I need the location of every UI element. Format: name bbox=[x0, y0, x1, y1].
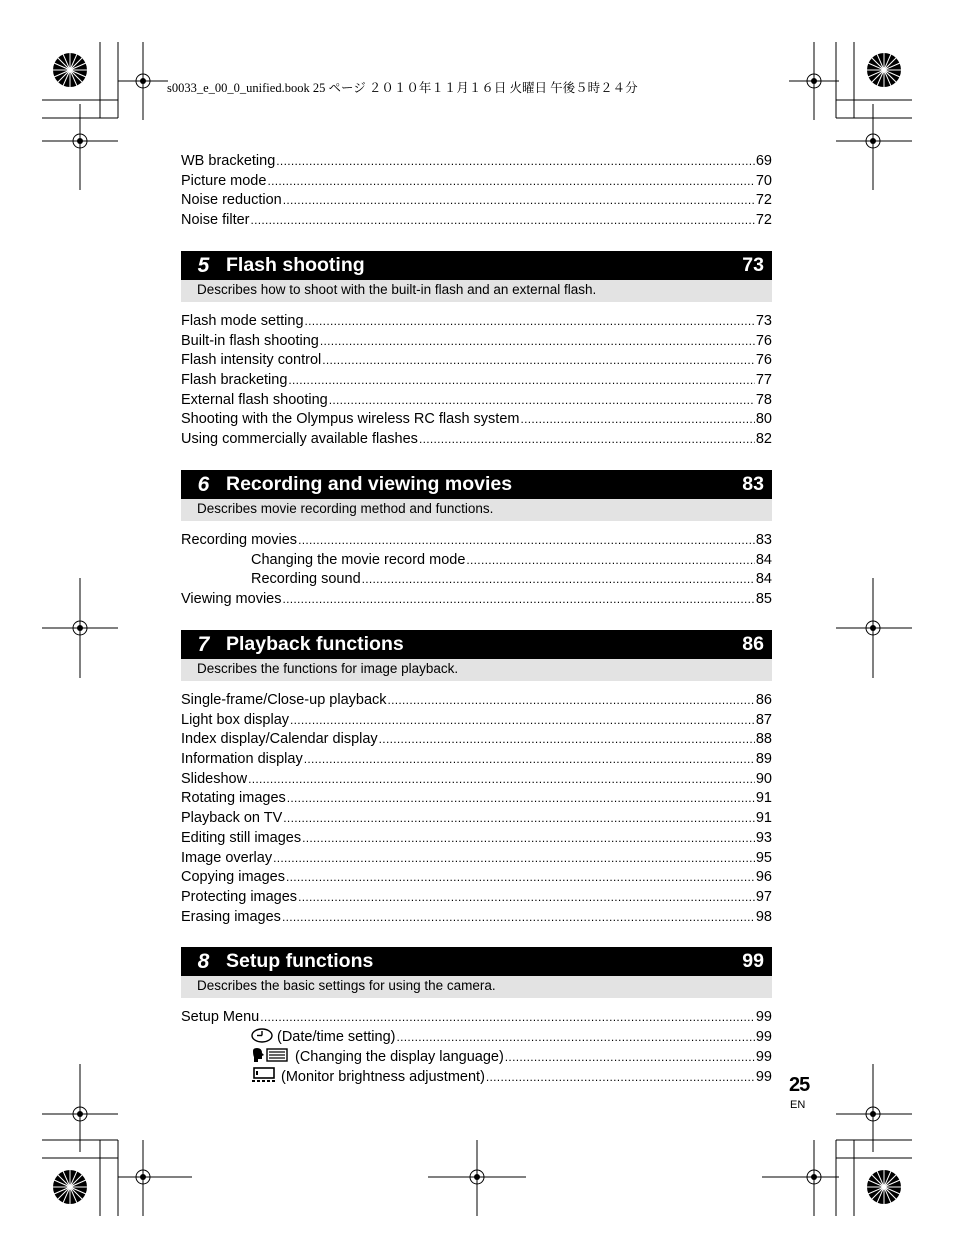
chapter-page: 86 bbox=[742, 633, 764, 655]
toc-entry-page: 69 bbox=[755, 153, 772, 169]
toc-entry-page: 84 bbox=[755, 571, 772, 588]
toc-list-top bbox=[181, 152, 772, 231]
toc-entry-page: 91 bbox=[755, 810, 772, 827]
toc-entry-label: (Monitor brightness adjustment) bbox=[281, 1069, 485, 1086]
toc-entry-page: 90 bbox=[755, 770, 772, 787]
chapter-page: 99 bbox=[742, 950, 764, 972]
toc-entry-label: Protecting images bbox=[181, 888, 298, 905]
toc-entry[interactable] bbox=[181, 770, 772, 790]
toc-entry-label: Noise reduction bbox=[181, 192, 282, 209]
page-number: 25 bbox=[789, 1074, 810, 1096]
toc-entry-page: 80 bbox=[755, 411, 772, 428]
chapter-description: Describes how to shoot with the built-in flash and an external flash. bbox=[181, 280, 772, 302]
chapter-number: 5 bbox=[197, 253, 210, 277]
chapter-number: 7 bbox=[197, 632, 210, 656]
toc-entry-label: Setup Menu bbox=[181, 1009, 260, 1025]
toc-entry-label: (Date/time setting) bbox=[277, 1028, 396, 1045]
toc-entry-label: Noise filter bbox=[181, 212, 250, 229]
toc-entry-page: 99 bbox=[755, 1049, 772, 1066]
toc-entry[interactable] bbox=[181, 711, 772, 731]
toc-entry[interactable] bbox=[181, 1008, 772, 1028]
toc-entry-label: WB bracketing bbox=[181, 153, 276, 169]
toc-entry-label: Single-frame/Close-up playback bbox=[181, 692, 387, 708]
toc-entry[interactable] bbox=[181, 570, 772, 590]
toc-entry[interactable] bbox=[181, 312, 772, 332]
toc-entry-page: 88 bbox=[755, 731, 772, 748]
toc-entry-label: External flash shooting bbox=[181, 391, 328, 408]
toc-entry[interactable] bbox=[181, 888, 772, 908]
chapter-header-6 bbox=[181, 470, 772, 521]
chapter-title[interactable]: Setup functions bbox=[226, 950, 374, 972]
toc-entry-label: Flash mode setting bbox=[181, 313, 304, 329]
toc-entry-label: Index display/Calendar display bbox=[181, 731, 378, 748]
toc-entry-label: Using commercially available flashes bbox=[181, 431, 418, 448]
toc-entry-page: 99 bbox=[755, 1069, 772, 1086]
toc-entry-page: 77 bbox=[755, 372, 772, 389]
chapter-header-5 bbox=[181, 251, 772, 302]
toc-entry-page: 86 bbox=[755, 692, 772, 708]
toc-entry-page: 85 bbox=[755, 591, 772, 608]
toc-entry-label: Slideshow bbox=[181, 770, 248, 787]
toc-entry-page: 97 bbox=[755, 888, 772, 905]
toc-entry-page: 83 bbox=[755, 532, 772, 548]
toc-entry-label: Copying images bbox=[181, 869, 285, 886]
toc-entry-page: 93 bbox=[755, 829, 772, 846]
chapter-description: Describes the basic settings for using the camera. bbox=[181, 976, 772, 998]
toc-entry[interactable] bbox=[181, 691, 772, 711]
toc-entry-page: 99 bbox=[755, 1028, 772, 1045]
toc-entry-label: Playback on TV bbox=[181, 810, 283, 827]
toc-entry-page: 91 bbox=[755, 790, 772, 807]
toc-entry[interactable] bbox=[181, 172, 772, 192]
toc-entry-label: Flash bracketing bbox=[181, 372, 288, 389]
chapter-title[interactable]: Playback functions bbox=[226, 633, 404, 655]
toc-entry[interactable] bbox=[181, 371, 772, 391]
toc-entry-label: Light box display bbox=[181, 711, 290, 728]
toc-entry[interactable] bbox=[181, 551, 772, 571]
toc-entry[interactable] bbox=[181, 829, 772, 849]
toc-entry-page: 73 bbox=[755, 313, 772, 329]
toc-entry[interactable] bbox=[181, 1047, 772, 1067]
language-code: EN bbox=[790, 1099, 806, 1111]
toc-entry[interactable] bbox=[181, 332, 772, 352]
toc-entry-page: 70 bbox=[755, 172, 772, 189]
chapter-page: 73 bbox=[742, 254, 764, 276]
toc-entry-page: 89 bbox=[755, 751, 772, 768]
toc-entry-label: Rotating images bbox=[181, 790, 286, 807]
toc-entry-page: 82 bbox=[755, 431, 772, 448]
chapter-description: Describes the functions for image playback. bbox=[181, 659, 772, 681]
toc-entry-label: Viewing movies bbox=[181, 591, 282, 608]
toc-entry-label: Flash intensity control bbox=[181, 352, 322, 369]
toc-entry-page: 72 bbox=[755, 192, 772, 209]
toc-entry[interactable] bbox=[181, 1028, 772, 1048]
chapter-page: 83 bbox=[742, 473, 764, 495]
toc-entry-label: Image overlay bbox=[181, 849, 273, 866]
toc-entry-page: 76 bbox=[755, 352, 772, 369]
toc-entry[interactable] bbox=[181, 908, 772, 928]
toc-entry[interactable] bbox=[181, 789, 772, 809]
toc-entry[interactable] bbox=[181, 868, 772, 888]
print-header-line: s0033_e_00_0_unified.book 25 ページ ２０１０年１１月１６日 火曜日 午後５時２４分 bbox=[167, 81, 638, 95]
toc-entry[interactable] bbox=[181, 1067, 772, 1087]
toc-list-chapter-8 bbox=[181, 1008, 772, 1087]
chapter-description: Describes movie recording method and functions. bbox=[181, 499, 772, 521]
chapter-title[interactable]: Flash shooting bbox=[226, 254, 365, 276]
clock-icon bbox=[251, 1028, 273, 1043]
toc-entry[interactable] bbox=[181, 430, 772, 450]
toc-entry-label: (Changing the display language) bbox=[295, 1049, 504, 1066]
toc-entry-page: 78 bbox=[755, 391, 772, 408]
toc-entry-label: Changing the movie record mode bbox=[251, 551, 466, 568]
toc-entry-label: Recording movies bbox=[181, 532, 298, 548]
toc-entry[interactable] bbox=[181, 391, 772, 411]
toc-entry[interactable] bbox=[181, 211, 772, 231]
toc-entry[interactable] bbox=[181, 531, 772, 551]
toc-entry-label: Recording sound bbox=[251, 571, 361, 588]
toc-entry-page: 76 bbox=[755, 332, 772, 349]
toc-entry[interactable] bbox=[181, 809, 772, 829]
chapter-header-7 bbox=[181, 630, 772, 681]
toc-entry-page: 72 bbox=[755, 212, 772, 229]
toc-entry-page: 95 bbox=[755, 849, 772, 866]
toc-entry-page: 96 bbox=[755, 869, 772, 886]
toc-entry[interactable] bbox=[181, 152, 772, 172]
toc-entry[interactable] bbox=[181, 849, 772, 869]
monitor-brightness-icon bbox=[251, 1067, 277, 1083]
chapter-header-8 bbox=[181, 947, 772, 998]
chapter-number: 6 bbox=[197, 472, 210, 496]
toc-entry[interactable] bbox=[181, 730, 772, 750]
toc-entry-label: Built-in flash shooting bbox=[181, 332, 319, 349]
starburst-target-icon bbox=[53, 53, 87, 87]
toc-entry-page: 84 bbox=[755, 551, 772, 568]
toc-entry[interactable] bbox=[181, 410, 772, 430]
toc-list-chapter-7 bbox=[181, 691, 772, 927]
toc-entry[interactable] bbox=[181, 191, 772, 211]
toc-list-chapter-6 bbox=[181, 531, 772, 610]
toc-entry-page: 87 bbox=[755, 711, 772, 728]
toc-list-chapter-5 bbox=[181, 312, 772, 450]
chapter-number: 8 bbox=[197, 949, 210, 973]
chapter-title[interactable]: Recording and viewing movies bbox=[226, 473, 513, 495]
toc-entry-label: Editing still images bbox=[181, 829, 302, 846]
toc-entry-label: Shooting with the Olympus wireless RC flash system bbox=[181, 411, 520, 428]
toc-entry[interactable] bbox=[181, 590, 772, 610]
toc-entry[interactable] bbox=[181, 750, 772, 770]
toc-entry-label: Information display bbox=[181, 751, 303, 768]
toc-entry-page: 99 bbox=[755, 1009, 772, 1025]
toc-entry-label: Erasing images bbox=[181, 908, 281, 925]
toc-entry-label: Picture mode bbox=[181, 172, 267, 189]
toc-entry-page: 98 bbox=[755, 908, 772, 925]
toc-entry[interactable] bbox=[181, 351, 772, 371]
language-icon bbox=[251, 1047, 291, 1063]
